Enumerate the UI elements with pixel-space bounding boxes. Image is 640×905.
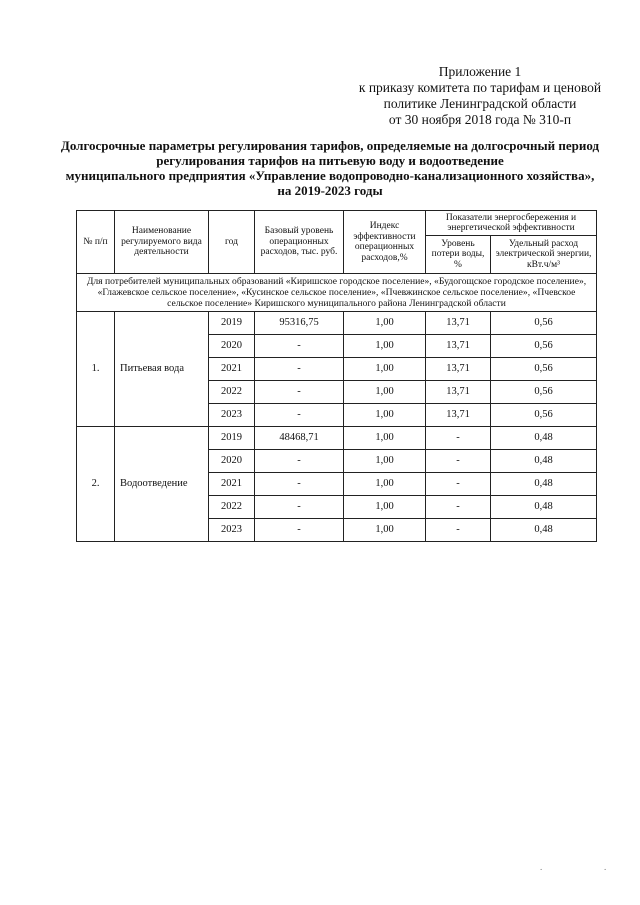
row-num: 1. <box>77 312 115 427</box>
cell-losses: 13,71 <box>426 404 491 427</box>
cell-losses: 13,71 <box>426 335 491 358</box>
title-line: муниципального предприятия «Управление водопроводно-канализационного хозяйства», <box>65 168 595 183</box>
document-title <box>40 138 620 198</box>
cell-base-costs: - <box>255 381 344 404</box>
cell-year: 2021 <box>209 358 255 381</box>
cell-base-costs: - <box>255 358 344 381</box>
cell-year: 2023 <box>209 519 255 542</box>
appendix-line: Приложение 1 <box>438 64 522 79</box>
cell-efficiency: 1,00 <box>344 335 426 358</box>
cell-energy: 0,56 <box>491 335 597 358</box>
cell-energy: 0,48 <box>491 450 597 473</box>
cell-year: 2022 <box>209 496 255 519</box>
header-energy-group: Показатели энергосбережения и энергетической эффективности <box>426 211 597 236</box>
cell-year: 2022 <box>209 381 255 404</box>
header-activity: Наименование регулируемого вида деятельности <box>115 211 209 274</box>
cell-base-costs: - <box>255 335 344 358</box>
cell-base-costs: 95316,75 <box>255 312 344 335</box>
cell-base-costs: - <box>255 519 344 542</box>
cell-losses: - <box>426 519 491 542</box>
cell-losses: - <box>426 496 491 519</box>
header-losses: Уровень потери воды, % <box>426 236 491 274</box>
cell-losses: 13,71 <box>426 358 491 381</box>
cell-energy: 0,56 <box>491 381 597 404</box>
title-line: регулирования тарифов на питьевую воду и водоотведение <box>156 153 504 168</box>
cell-losses: 13,71 <box>426 312 491 335</box>
cell-base-costs: - <box>255 450 344 473</box>
header-year: год <box>209 211 255 274</box>
cell-efficiency: 1,00 <box>344 358 426 381</box>
cell-efficiency: 1,00 <box>344 519 426 542</box>
scan-mark: . <box>604 862 607 872</box>
cell-losses: - <box>426 427 491 450</box>
cell-efficiency: 1,00 <box>344 312 426 335</box>
row-num: 2. <box>77 427 115 542</box>
cell-base-costs: - <box>255 473 344 496</box>
cell-losses: - <box>426 473 491 496</box>
cell-base-costs: - <box>255 496 344 519</box>
cell-efficiency: 1,00 <box>344 404 426 427</box>
cell-efficiency: 1,00 <box>344 427 426 450</box>
cell-year: 2019 <box>209 312 255 335</box>
cell-energy: 0,48 <box>491 473 597 496</box>
header-consumption: Удельный расход электрической энергии, кВт.ч/м³ <box>491 236 597 274</box>
parameters-table <box>76 210 597 542</box>
header-num: № п/п <box>77 211 115 274</box>
header-efficiency: Индекс эффективности операционных расходов,% <box>344 211 426 274</box>
table-row <box>77 427 597 450</box>
cell-year: 2020 <box>209 450 255 473</box>
row-activity: Питьевая вода <box>115 312 209 427</box>
cell-energy: 0,56 <box>491 312 597 335</box>
title-line: на 2019-2023 годы <box>277 183 383 198</box>
cell-energy: 0,56 <box>491 358 597 381</box>
cell-year: 2023 <box>209 404 255 427</box>
consumers-row: Для потребителей муниципальных образований «Киришское городское поселение», «Будогощское городское поселение», «Глажевское сельское поселение», «Кусинское сельское поселение», «Пчевжинское сельское поселение», «Пчевское сельское поселение» Киришского муниципального района Ленинградской области <box>77 274 597 312</box>
header-base-costs: Базовый уровень операционных расходов, тыс. руб. <box>255 211 344 274</box>
cell-efficiency: 1,00 <box>344 496 426 519</box>
cell-efficiency: 1,00 <box>344 450 426 473</box>
cell-base-costs: - <box>255 404 344 427</box>
scan-mark: . <box>540 862 543 872</box>
cell-energy: 0,48 <box>491 496 597 519</box>
cell-efficiency: 1,00 <box>344 381 426 404</box>
cell-year: 2020 <box>209 335 255 358</box>
cell-year: 2021 <box>209 473 255 496</box>
appendix-line: политике Ленинградской области <box>383 96 577 111</box>
cell-energy: 0,48 <box>491 427 597 450</box>
cell-energy: 0,56 <box>491 404 597 427</box>
cell-year: 2019 <box>209 427 255 450</box>
title-line: Долгосрочные параметры регулирования тарифов, определяемые на долгосрочный период <box>60 138 600 153</box>
cell-energy: 0,48 <box>491 519 597 542</box>
appendix-line: к приказу комитета по тарифам и ценовой <box>358 80 602 95</box>
cell-losses: 13,71 <box>426 381 491 404</box>
cell-base-costs: 48468,71 <box>255 427 344 450</box>
row-activity: Водоотведение <box>115 427 209 542</box>
table-row <box>77 312 597 335</box>
cell-losses: - <box>426 450 491 473</box>
appendix-block <box>350 64 610 128</box>
appendix-line: от 30 ноября 2018 года № 310-п <box>388 112 572 127</box>
cell-efficiency: 1,00 <box>344 473 426 496</box>
